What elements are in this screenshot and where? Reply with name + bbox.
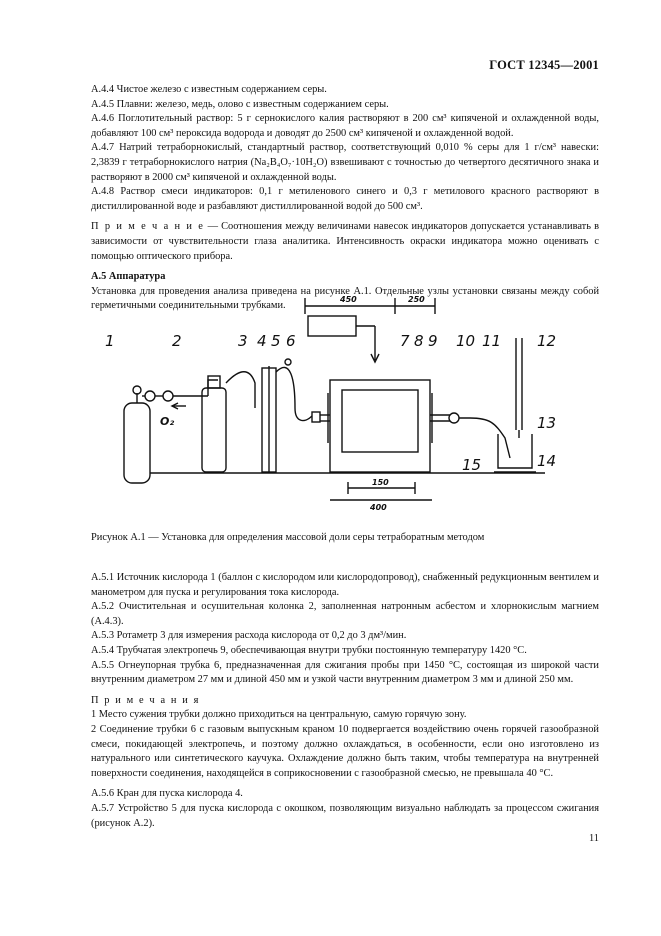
label-4: 4 [257, 332, 267, 350]
label-2: 2 [172, 332, 182, 350]
oxygen-inlet-device-icon [312, 412, 320, 422]
top-text-block [91, 83, 599, 314]
note-1: 1 Место сужения трубки должно приходиться на центральную, самую горячую зону. [91, 709, 467, 721]
tube-furnace-icon [330, 380, 430, 472]
label-9: 9 [428, 332, 438, 350]
dim-250: 250 [408, 295, 425, 304]
label-5: 5 [271, 332, 281, 350]
paragraph-a55: А.5.5 Огнеупорная трубка 6, предназначенная для сжигания пробы при 1450 °С, состоящая из широкой части внутренним диаметром 27 мм и длиной 450 мм и узкой части внутренним диаметром 3 мм и длиной 250 мм. [91, 659, 599, 686]
apparatus-figure [90, 288, 590, 523]
dim-400: 400 [370, 503, 387, 512]
paragraph-a52: А.5.2 Очистительная и осушительная колонка 2, заполненная натронным асбестом и хлорнокислым магнием (А.4.3). [91, 601, 599, 627]
label-1: 1 [105, 332, 115, 350]
dim-450: 450 [340, 295, 357, 304]
label-12: 12 [537, 332, 557, 350]
gas-label: O₂ [160, 415, 175, 428]
label-11: 11 [482, 332, 502, 350]
paragraph-a47: А.4.7 Натрий тетраборнокислый, стандартный раствор, соответствующий 0,010 % серы для 1 г/см³ навески: 2,3839 г тетраборнокислого натрия (Na₂B₄O₇·10H₂O) взвешивают с точностью до четвертого десятичного знака и растворяют в 2000 см³ кипяченой и охлажденной воды. [91, 142, 599, 183]
label-14: 14 [537, 452, 557, 470]
label-3: 3 [238, 332, 248, 350]
figure-caption: Рисунок А.1 — Установка для определения массовой доли серы тетраборатным методом [91, 532, 485, 543]
oxygen-cylinder-icon [124, 403, 150, 483]
purification-column-icon [202, 388, 226, 472]
paragraph-a56: А.5.6 Кран для пуска кислорода 4. [91, 788, 243, 800]
paragraph-a53: А.5.3 Ротаметр 3 для измерения расхода кислорода от 0,2 до 3 дм³/мин. [91, 630, 407, 642]
absorption-beaker-icon [498, 434, 532, 468]
note-2: 2 Соединение трубки 6 с газовым выпускным краном 10 подвергается воздействию очень горячей газообразной смеси, покидающей электропечь, и поэтому должно охлаждаться, в особенности, если оно изготовлено из натурального или синтетического каучука. Охлаждение должно быть таким, чтобы температура на внутренней поверхности соединения, находящейся в соприкосновении с газообразной смесью, не превышала 40 °С. [91, 723, 599, 779]
label-7: 7 [400, 332, 410, 350]
note-top-label: П р и м е ч а н и е [91, 221, 205, 233]
paragraph-a44: А.4.4 Чистое железо с известным содержанием серы. [91, 84, 327, 95]
paragraph-a54: А.5.4 Трубчатая электропечь 9, обеспечивающая внутри трубки постоянную температуру 1420 °С. [91, 644, 527, 656]
page-number: 11 [588, 833, 599, 844]
bottom-text-block [91, 571, 599, 831]
gas-outlet-valve-icon [449, 413, 459, 423]
standard-header: ГОСТ 12345—2001 [489, 58, 599, 72]
note-top-text: — Соотношения между величинами навесок индикаторов допускается устанавливать в зависимости от чувствительности глаза аналитика. Интенсивность окраски индикатора можно оценивать с помощью оптического прибора. [91, 221, 599, 262]
label-8: 8 [414, 332, 424, 350]
paragraph-a51: А.5.1 Источник кислорода 1 (баллон с кислородом или кислородопровод), снабженный редукционным вентилем и манометром для пуска и регулирования тока кислорода. [91, 572, 599, 598]
label-6: 6 [286, 332, 296, 350]
notes-bottom-label: П р и м е ч а н и я [91, 694, 200, 706]
paragraph-a48: А.4.8 Раствор смеси индикаторов: 0,1 г метиленового синего и 0,3 г метилового красного растворяют в дистиллированной воде и разбавляют дистиллированной водой до 500 см³. [91, 186, 599, 212]
paragraph-a45: А.4.5 Плавни: железо, медь, олово с известным содержанием серы. [91, 98, 389, 110]
section-heading: А.5 Аппаратура [91, 271, 166, 283]
label-10: 10 [456, 332, 476, 350]
temperature-controller-icon [308, 316, 356, 336]
label-15: 15 [462, 456, 482, 474]
section-intro: Установка для проведения анализа приведена на рисунке А.1. Отдельные узлы установки связаны между собой герметичными соединительными трубками. [91, 285, 599, 312]
paragraph-a57: А.5.7 Устройство 5 для пуска кислорода с окошком, позволяющим визуально наблюдать за процессом сжигания (рисунок А.2). [91, 802, 599, 829]
dim-150: 150 [372, 478, 389, 487]
paragraph-a46: А.4.6 Поглотительный раствор: 5 г сернокислого калия растворяют в 200 см³ кипяченой и охлажденной воды, добавляют 100 см³ пероксида водорода и доводят до 2500 см³ кипяченой и охлажденной водой. [91, 113, 599, 139]
label-13: 13 [537, 414, 557, 432]
note-top [91, 220, 599, 264]
